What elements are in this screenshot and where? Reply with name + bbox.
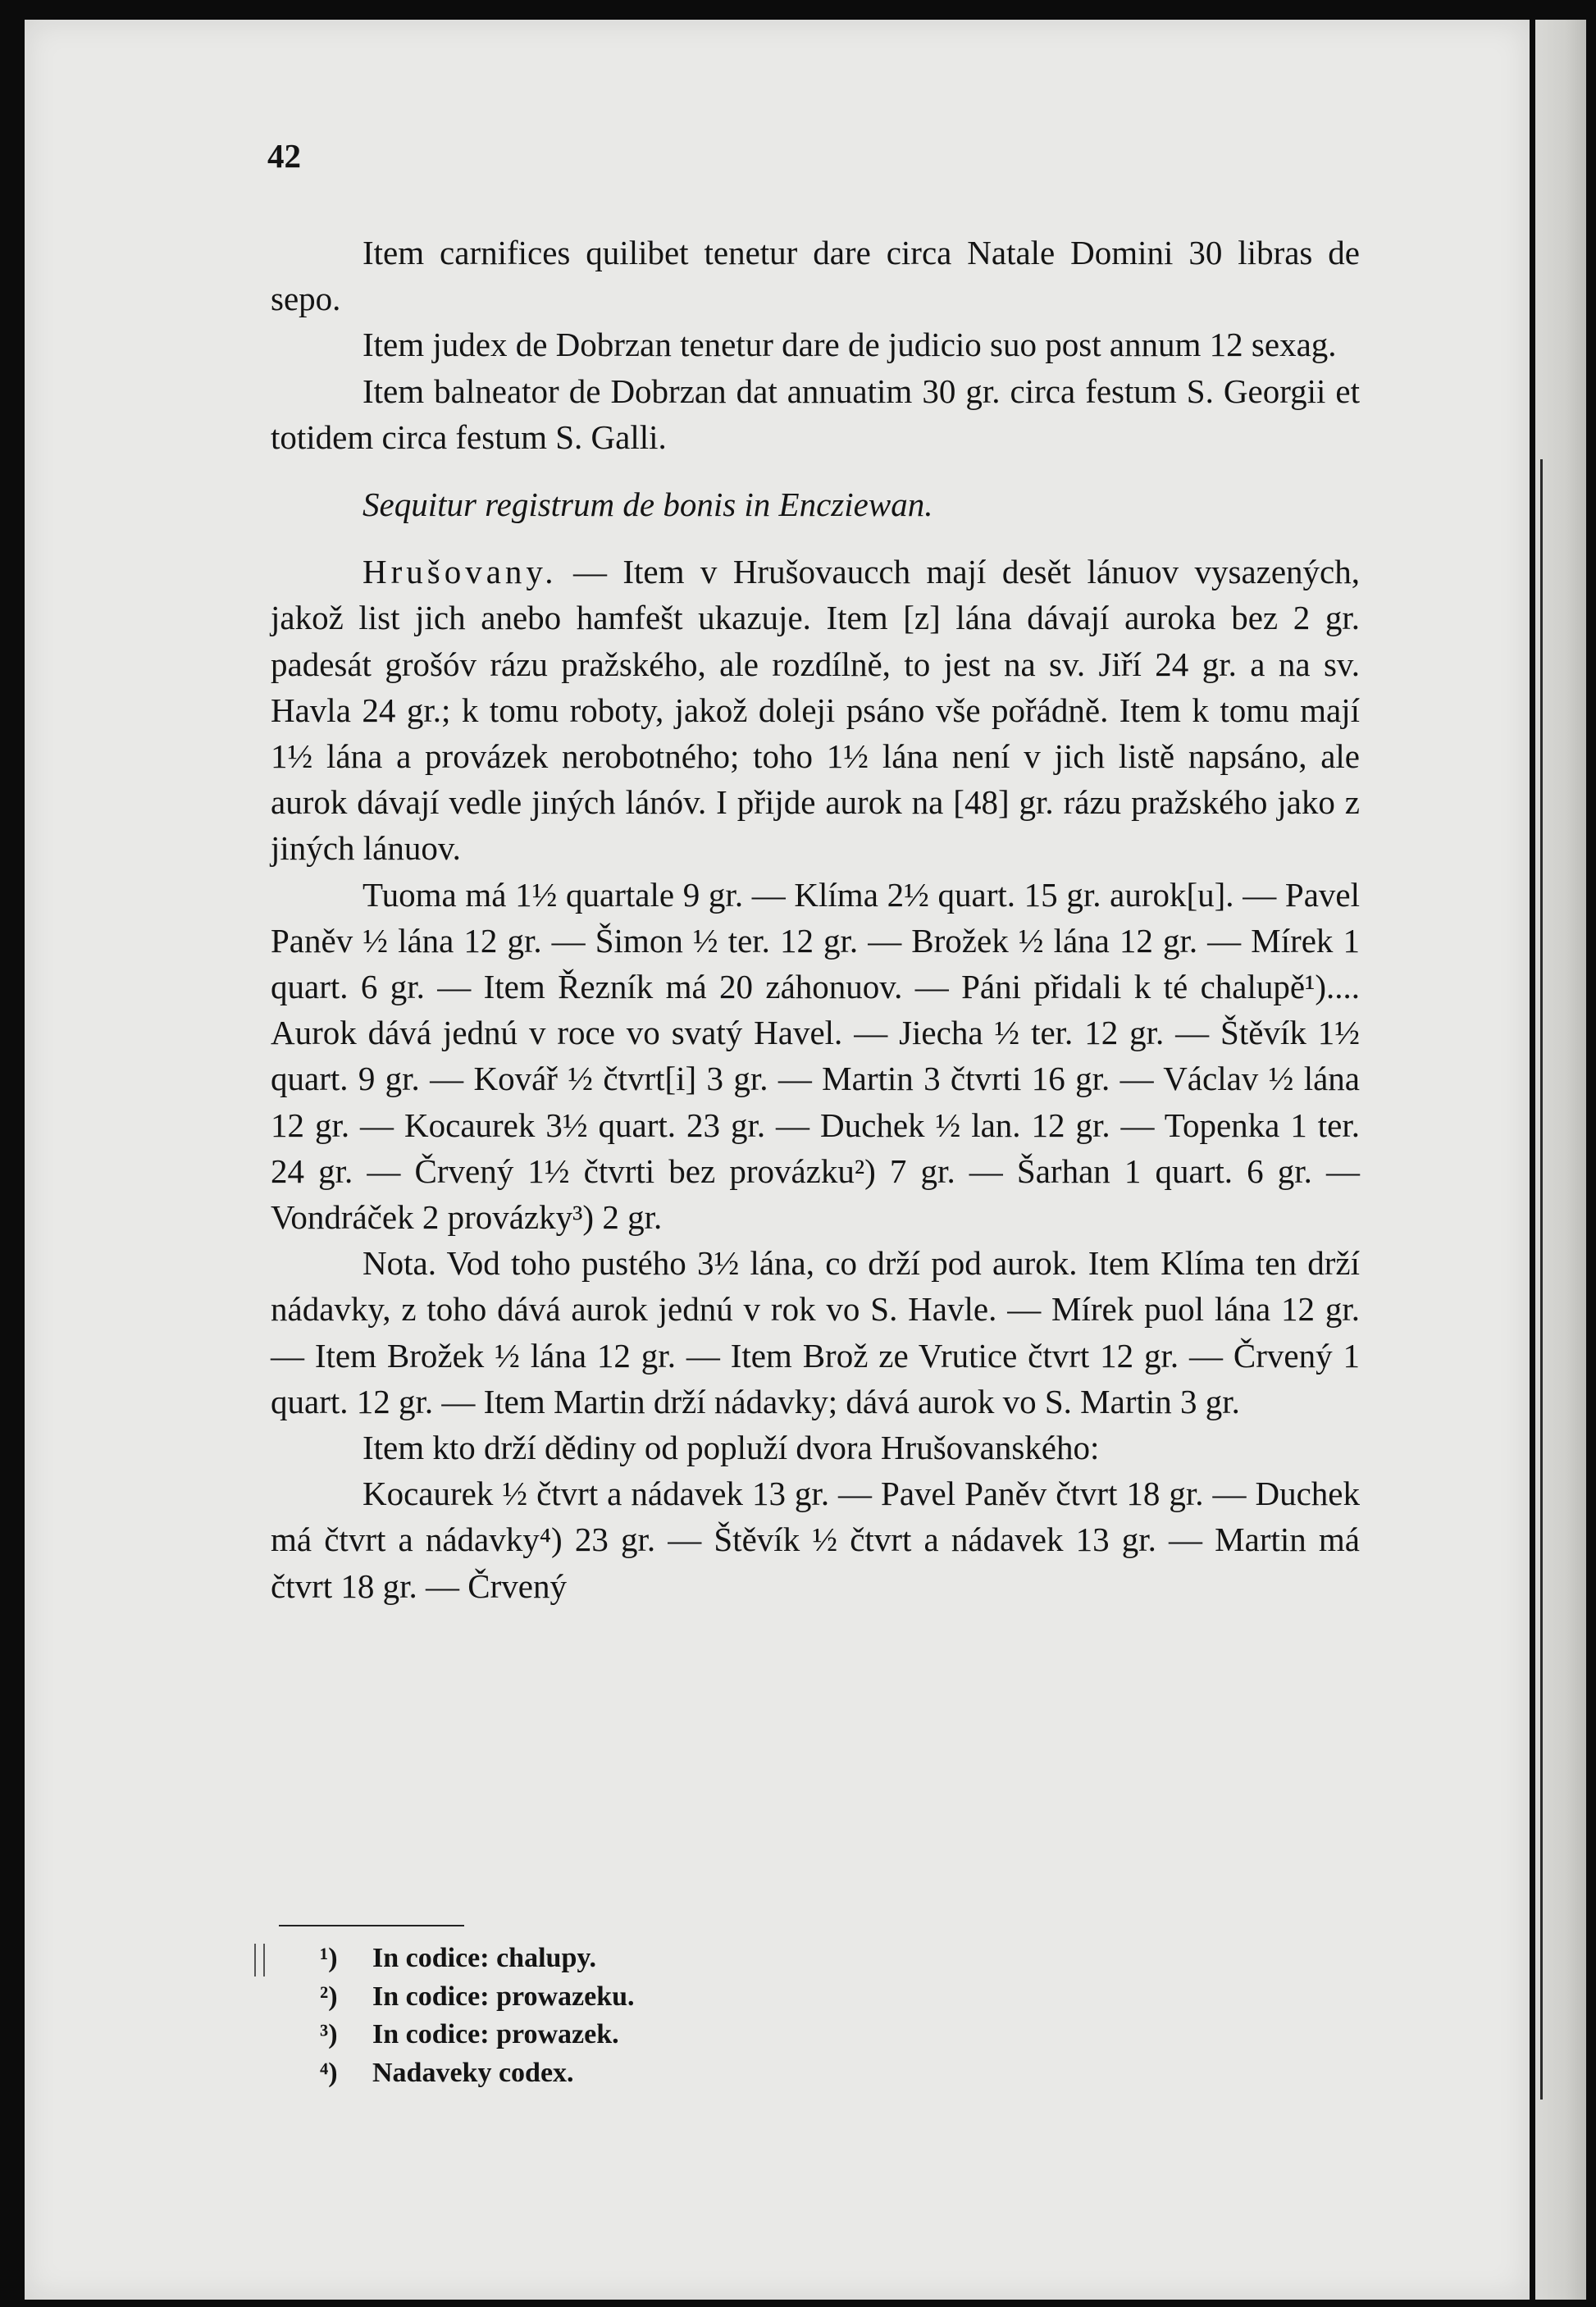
footnote-text: In codice: prowazek. <box>372 2019 619 2049</box>
footnote-mark: ¹) <box>320 1943 338 1973</box>
footnote <box>320 1940 635 1978</box>
page-edge <box>1535 20 1586 2300</box>
paragraph-balneator: Item balneator de Dobrzan dat annuatim 30 gr. circa festum S. Georgii et totidem circa festum S. Galli. <box>271 372 1360 456</box>
paragraph-kocaurek: Kocaurek ½ čtvrt a nádavek 13 gr. — Pavel Paněv čtvrt 18 gr. — Duchek má čtvrt a nádavky⁴) 23 gr. — Štěvík ½ čtvrt a nádavek 13 gr. — Martin má čtvrt 18 gr. — Črvený <box>271 1475 1360 1605</box>
footnote-rule <box>279 1925 464 1926</box>
footnote <box>320 2054 635 2093</box>
paragraph-judex: Item judex de Dobrzan tenetur dare de judicio suo post annum 12 sexag. <box>363 326 1337 364</box>
paragraph-hrusovany-text: — Item v Hrušovaucch mají desět lánuov vysazených, jakož list jich anebo hamfešt ukazuje. Item [z] lána dávají auroka bez 2 gr. padesát grošóv rázu pražského, ale rozdílně, to jest na sv. Jiří 24 gr. a na sv. Havla 24 gr.; k tomu roboty, jakož doleji psáno vše pořádně. Item k tomu mají 1½ lána a provázek nerobotného; toho 1½ lána není v jich listě napsáno, ale aurok dávají vedle jiných lánóv. I přijde aurok na [48] gr. rázu pražského jako z jiných lánuov. <box>271 553 1360 868</box>
paragraph-tuoma: Tuoma má 1½ quartale 9 gr. — Klíma 2½ quart. 15 gr. aurok[u]. — Pavel Paněv ½ lána 12 gr. — Šimon ½ ter. 12 gr. — Brožek ½ lána 12 gr. — Mírek 1 quart. 6 gr. — Item Řezník má 20 záhonuov. — Páni přidali k té chalupě¹).... Aurok dává jednú v roce vo svatý Havel. — Jiecha ½ ter. 12 gr. — Štěvík 1½ quart. 9 gr. — Kovář ½ čtvrt[i] 3 gr. — Martin 3 čtvrti 16 gr. — Václav ½ lána 12 gr. — Kocaurek 3½ quart. 23 gr. — Duchek ½ lan. 12 gr. — Topenka 1 ter. 24 gr. — Črvený 1½ čtvrti bez provázku²) 7 gr. — Šarhan 1 quart. 6 gr. — Vondráček 2 provázky³) 2 gr. <box>271 875 1360 1237</box>
footnote-mark: ³) <box>320 2019 338 2049</box>
footnote-text: In codice: prowazeku. <box>372 1981 635 2012</box>
binding-line <box>1540 459 1543 2100</box>
footnotes <box>320 1940 635 2092</box>
footnote-mark: ⁴) <box>320 2057 338 2088</box>
place-name: Hrušovany. <box>363 553 558 591</box>
footnote-text: Nadaveky codex. <box>372 2057 574 2088</box>
section-heading: Sequitur registrum de bonis in Encziewan. <box>363 486 933 524</box>
paragraph-nota: Nota. Vod toho pustého 3½ lána, co drží pod aurok. Item Klíma ten drží nádavky, z toho dává aurok jednú v rok vo S. Havle. — Mírek puol lána 12 gr. — Item Brožek ½ lána 12 gr. — Item Brož ze Vrutice čtvrt 12 gr. — Črvený 1 quart. 12 gr. — Item Martin drží nádavky; dává aurok vo S. Martin 3 gr. <box>271 1244 1360 1420</box>
scan-border <box>0 2300 1596 2307</box>
footnote <box>320 1978 635 2017</box>
paragraph-carnifices: Item carnifices quilibet tenetur dare circa Natale Domini 30 libras de sepo. <box>271 234 1360 318</box>
body-text <box>271 230 1360 1609</box>
footnote-mark: ²) <box>320 1981 338 2012</box>
margin-mark <box>254 1944 265 1976</box>
page-number: 42 <box>267 137 301 175</box>
footnote <box>320 2016 635 2054</box>
footnote-text: In codice: chalupy. <box>372 1943 596 1973</box>
paragraph-item-kto: Item kto drží dědiny od popluží dvora Hrušovanského: <box>363 1429 1100 1467</box>
paragraph-hrusovany <box>271 549 1360 871</box>
